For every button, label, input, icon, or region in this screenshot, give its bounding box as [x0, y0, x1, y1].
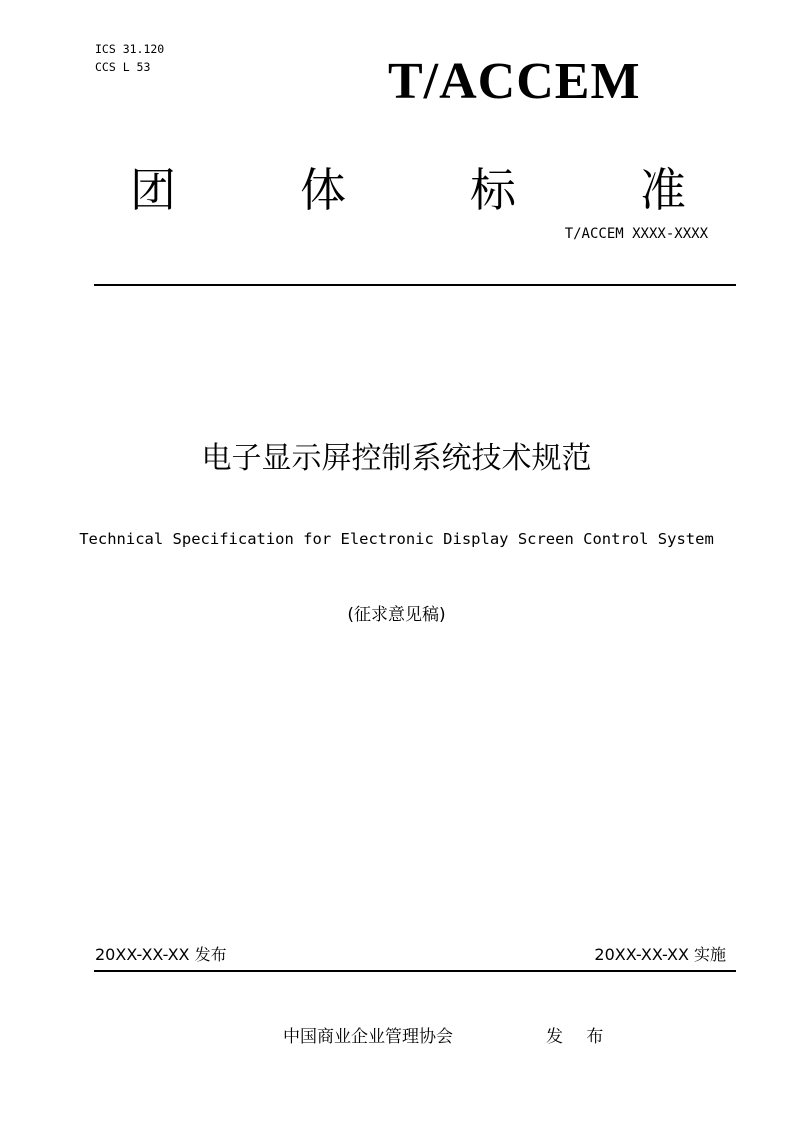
standard-type-char: 准 [640, 163, 686, 217]
bottom-divider [94, 970, 736, 972]
standard-type-char: 团 [130, 163, 176, 217]
issue-label: 发 布 [546, 1027, 613, 1047]
standard-type-char: 标 [470, 163, 516, 217]
effective-date: 20XX-XX-XX 实施 [594, 945, 726, 964]
top-divider [94, 284, 736, 286]
ics-code: ICS 31.120 [95, 42, 165, 56]
document-title-chinese: 电子显示屏控制系统技术规范 [201, 441, 592, 476]
ccs-code: CCS L 53 [95, 60, 151, 74]
document-title-english: Technical Specification for Electronic Display Screen Control System [79, 530, 714, 548]
issuing-organization: 中国商业企业管理协会 [283, 1027, 453, 1047]
organization-logo: T/ACCEM [388, 53, 641, 110]
draft-status: (征求意见稿) [347, 605, 446, 625]
standard-type-heading [95, 160, 735, 224]
standard-type-char: 体 [300, 163, 346, 217]
publish-date: 20XX-XX-XX 发布 [95, 945, 227, 964]
standard-code: T/ACCEM XXXX-XXXX [564, 226, 708, 242]
classification-codes [95, 40, 164, 76]
